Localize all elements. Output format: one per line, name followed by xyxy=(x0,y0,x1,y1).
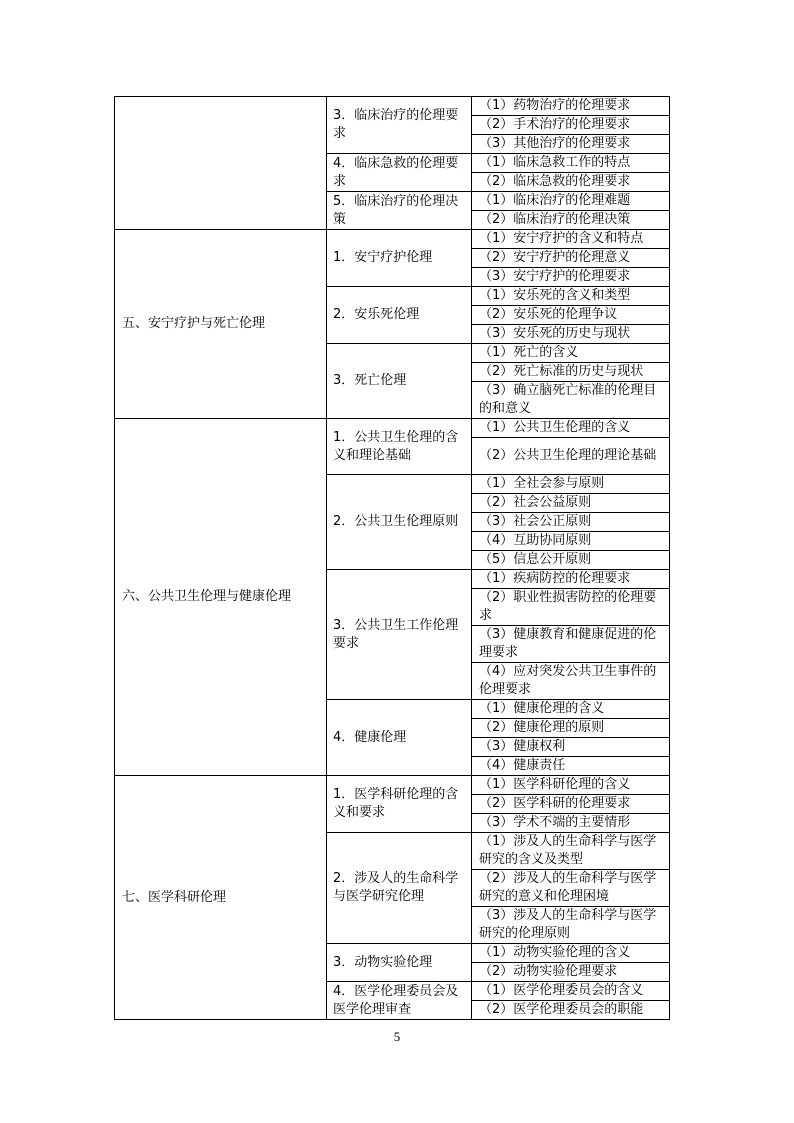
item-cell: （4）健康责任 xyxy=(472,757,670,776)
item-cell: （2）公共卫生伦理的理论基础 xyxy=(472,438,670,475)
item-cell: （3）学术不端的主要情形 xyxy=(472,814,670,833)
topic-cell: 3．公共卫生工作伦理要求 xyxy=(327,570,472,700)
topic-cell: 4．临床急救的伦理要求 xyxy=(327,154,472,192)
item-cell: （2）社会公益原则 xyxy=(472,494,670,513)
item-cell: （1）全社会参与原则 xyxy=(472,475,670,494)
topic-cell: 1．医学科研伦理的含义和要求 xyxy=(327,776,472,833)
unit-cell: 七、医学科研伦理 xyxy=(115,776,327,1020)
item-cell: （2）涉及人的生命科学与医学研究的意义和伦理困境 xyxy=(472,870,670,907)
item-cell: （5）信息公开原则 xyxy=(472,551,670,570)
item-cell: （1）临床急救工作的特点 xyxy=(472,154,670,173)
item-cell: （1）动物实验伦理的含义 xyxy=(472,944,670,963)
unit-cell: 六、公共卫生伦理与健康伦理 xyxy=(115,419,327,776)
topic-cell: 3．动物实验伦理 xyxy=(327,944,472,982)
topic-cell: 3．临床治疗的伦理要求 xyxy=(327,97,472,154)
item-cell: （3）安宁疗护的伦理要求 xyxy=(472,268,670,287)
item-cell: （3）确立脑死亡标准的伦理目的和意义 xyxy=(472,382,670,419)
item-cell: （1）涉及人的生命科学与医学研究的含义及类型 xyxy=(472,833,670,870)
item-cell: （1）疾病防控的伦理要求 xyxy=(472,570,670,589)
topic-cell: 5．临床治疗的伦理决策 xyxy=(327,192,472,230)
table-row xyxy=(115,776,670,795)
syllabus-table-body xyxy=(115,97,670,1020)
item-cell: （1）健康伦理的含义 xyxy=(472,700,670,719)
topic-cell: 2．公共卫生伦理原则 xyxy=(327,475,472,570)
item-cell: （2）安乐死的伦理争议 xyxy=(472,306,670,325)
item-cell: （1）安宁疗护的含义和特点 xyxy=(472,230,670,249)
item-cell: （2）医学科研的伦理要求 xyxy=(472,795,670,814)
item-cell: （1）医学科研伦理的含义 xyxy=(472,776,670,795)
item-cell: （3）安乐死的历史与现状 xyxy=(472,325,670,344)
item-cell: （2）健康伦理的原则 xyxy=(472,719,670,738)
topic-cell: 2．涉及人的生命科学与医学研究伦理 xyxy=(327,833,472,944)
unit-cell xyxy=(115,97,327,230)
topic-cell: 4．健康伦理 xyxy=(327,700,472,776)
topic-cell: 4．医学伦理委员会及医学伦理审查 xyxy=(327,982,472,1020)
item-cell: （3）健康权利 xyxy=(472,738,670,757)
syllabus-table xyxy=(114,96,670,1020)
item-cell: （1）临床治疗的伦理难题 xyxy=(472,192,670,211)
item-cell: （2）临床急救的伦理要求 xyxy=(472,173,670,192)
item-cell: （2）临床治疗的伦理决策 xyxy=(472,211,670,230)
table-row xyxy=(115,97,670,116)
item-cell: （2）安宁疗护的伦理意义 xyxy=(472,249,670,268)
item-cell: （2）死亡标准的历史与现状 xyxy=(472,363,670,382)
item-cell: （1）医学伦理委员会的含义 xyxy=(472,982,670,1001)
table-row xyxy=(115,419,670,438)
item-cell: （3）涉及人的生命科学与医学研究的伦理原则 xyxy=(472,907,670,944)
page-number: 5 xyxy=(393,1029,401,1044)
topic-cell: 3．死亡伦理 xyxy=(327,344,472,419)
item-cell: （2）动物实验伦理要求 xyxy=(472,963,670,982)
item-cell: （2）医学伦理委员会的职能 xyxy=(472,1001,670,1020)
item-cell: （3）健康教育和健康促进的伦理要求 xyxy=(472,626,670,663)
item-cell: （1）安乐死的含义和类型 xyxy=(472,287,670,306)
topic-cell: 1．公共卫生伦理的含义和理论基础 xyxy=(327,419,472,475)
item-cell: （1）药物治疗的伦理要求 xyxy=(472,97,670,116)
unit-cell: 五、安宁疗护与死亡伦理 xyxy=(115,230,327,419)
topic-cell: 2．安乐死伦理 xyxy=(327,287,472,344)
item-cell: （4）互助协同原则 xyxy=(472,532,670,551)
item-cell: （2）手术治疗的伦理要求 xyxy=(472,116,670,135)
item-cell: （3）其他治疗的伦理要求 xyxy=(472,135,670,154)
item-cell: （3）社会公正原则 xyxy=(472,513,670,532)
item-cell: （4）应对突发公共卫生事件的伦理要求 xyxy=(472,663,670,700)
table-row xyxy=(115,230,670,249)
topic-cell: 1．安宁疗护伦理 xyxy=(327,230,472,287)
item-cell: （1）死亡的含义 xyxy=(472,344,670,363)
item-cell: （2）职业性损害防控的伦理要求 xyxy=(472,589,670,626)
item-cell: （1）公共卫生伦理的含义 xyxy=(472,419,670,438)
